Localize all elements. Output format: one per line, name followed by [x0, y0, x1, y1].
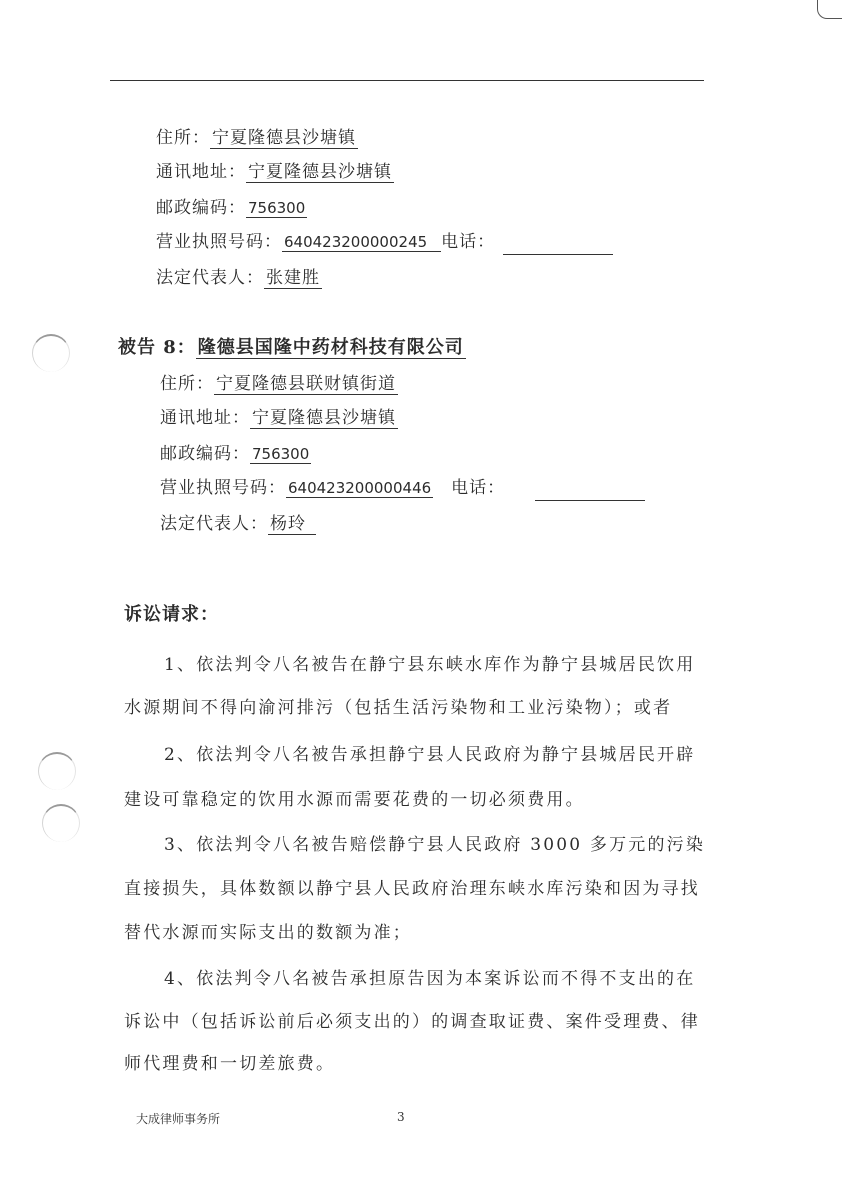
license-label: 营业执照号码：	[156, 232, 282, 252]
license-value: 640423200000245	[282, 233, 441, 252]
postcode-value: 756300	[248, 199, 306, 217]
defendant7-mail-row	[156, 160, 394, 184]
claim-line: 水源期间不得向渝河排污（包括生活污染物和工业污染物）；或者	[124, 698, 673, 718]
phone-blank	[535, 484, 645, 501]
defendant8-mail-row	[160, 406, 398, 430]
mail-label: 通讯地址：	[156, 162, 246, 182]
mail-value: 宁夏隆德县沙塘镇	[252, 408, 396, 428]
defendant8-prefix: 被告 8：	[118, 337, 196, 358]
defendant8-postcode-row	[160, 442, 311, 466]
punch-hole-mark	[32, 334, 70, 372]
postcode-label: 邮政编码：	[160, 444, 250, 464]
page-corner-mark	[817, 0, 842, 19]
rep-value: 杨玲	[268, 514, 316, 535]
rep-label: 法定代表人：	[160, 514, 268, 534]
claim-line: 师代理费和一切差旅费。	[124, 1054, 336, 1074]
claim-line: 4、依法判令八名被告承担原告因为本案诉讼而不得不支出的在	[164, 969, 696, 989]
license-value: 640423200000446	[288, 479, 432, 497]
claim-line: 替代水源而实际支出的数额为准；	[124, 923, 412, 943]
footer-firm-name: 大成律师事务所	[136, 1112, 221, 1126]
address-value: 宁夏隆德县联财镇街道	[216, 374, 396, 394]
postcode-value: 756300	[252, 445, 310, 463]
defendant8-heading	[118, 336, 466, 360]
address-label: 住所：	[160, 374, 214, 394]
defendant7-license-row	[156, 230, 613, 255]
claim-line: 2、依法判令八名被告承担静宁县人民政府为静宁县城居民开辟	[164, 745, 696, 765]
mail-label: 通讯地址：	[160, 408, 250, 428]
phone-label: 电话：	[441, 232, 496, 252]
phone-label: 电话：	[451, 478, 506, 498]
mail-value: 宁夏隆德县沙塘镇	[248, 162, 392, 182]
defendant8-name: 隆德县国隆中药材科技有限公司	[197, 337, 464, 358]
defendant8-address-row	[160, 372, 398, 396]
claim-line: 直接损失，具体数额以静宁县人民政府治理东峡水库污染和因为寻找	[124, 879, 700, 899]
license-label: 营业执照号码：	[160, 478, 286, 498]
defendant7-rep-row	[156, 266, 322, 290]
claim-line: 3、依法判令八名被告赔偿静宁县人民政府 3000 多万元的污染	[164, 835, 706, 855]
defendant7-postcode-row	[156, 196, 307, 220]
address-label: 住所：	[156, 128, 210, 148]
claim-line: 建设可靠稳定的饮用水源而需要花费的一切必须费用。	[124, 790, 585, 810]
claim-line: 1、依法判令八名被告在静宁县东峡水库作为静宁县城居民饮用	[164, 655, 696, 675]
rep-value: 张建胜	[266, 268, 320, 288]
postcode-label: 邮政编码：	[156, 198, 246, 218]
defendant8-license-row	[160, 476, 645, 501]
address-value: 宁夏隆德县沙塘镇	[212, 128, 356, 148]
punch-hole-mark	[38, 752, 76, 790]
claims-heading: 诉讼请求：	[124, 604, 219, 625]
page-number: 3	[397, 1110, 405, 1124]
phone-blank	[503, 238, 613, 255]
defendant8-rep-row	[160, 512, 316, 536]
rep-label: 法定代表人：	[156, 268, 264, 288]
header-rule	[110, 80, 704, 81]
punch-hole-mark	[42, 804, 80, 842]
defendant7-address-row	[156, 126, 358, 150]
claim-line: 诉讼中（包括诉讼前后必须支出的）的调查取证费、案件受理费、律	[124, 1012, 700, 1032]
